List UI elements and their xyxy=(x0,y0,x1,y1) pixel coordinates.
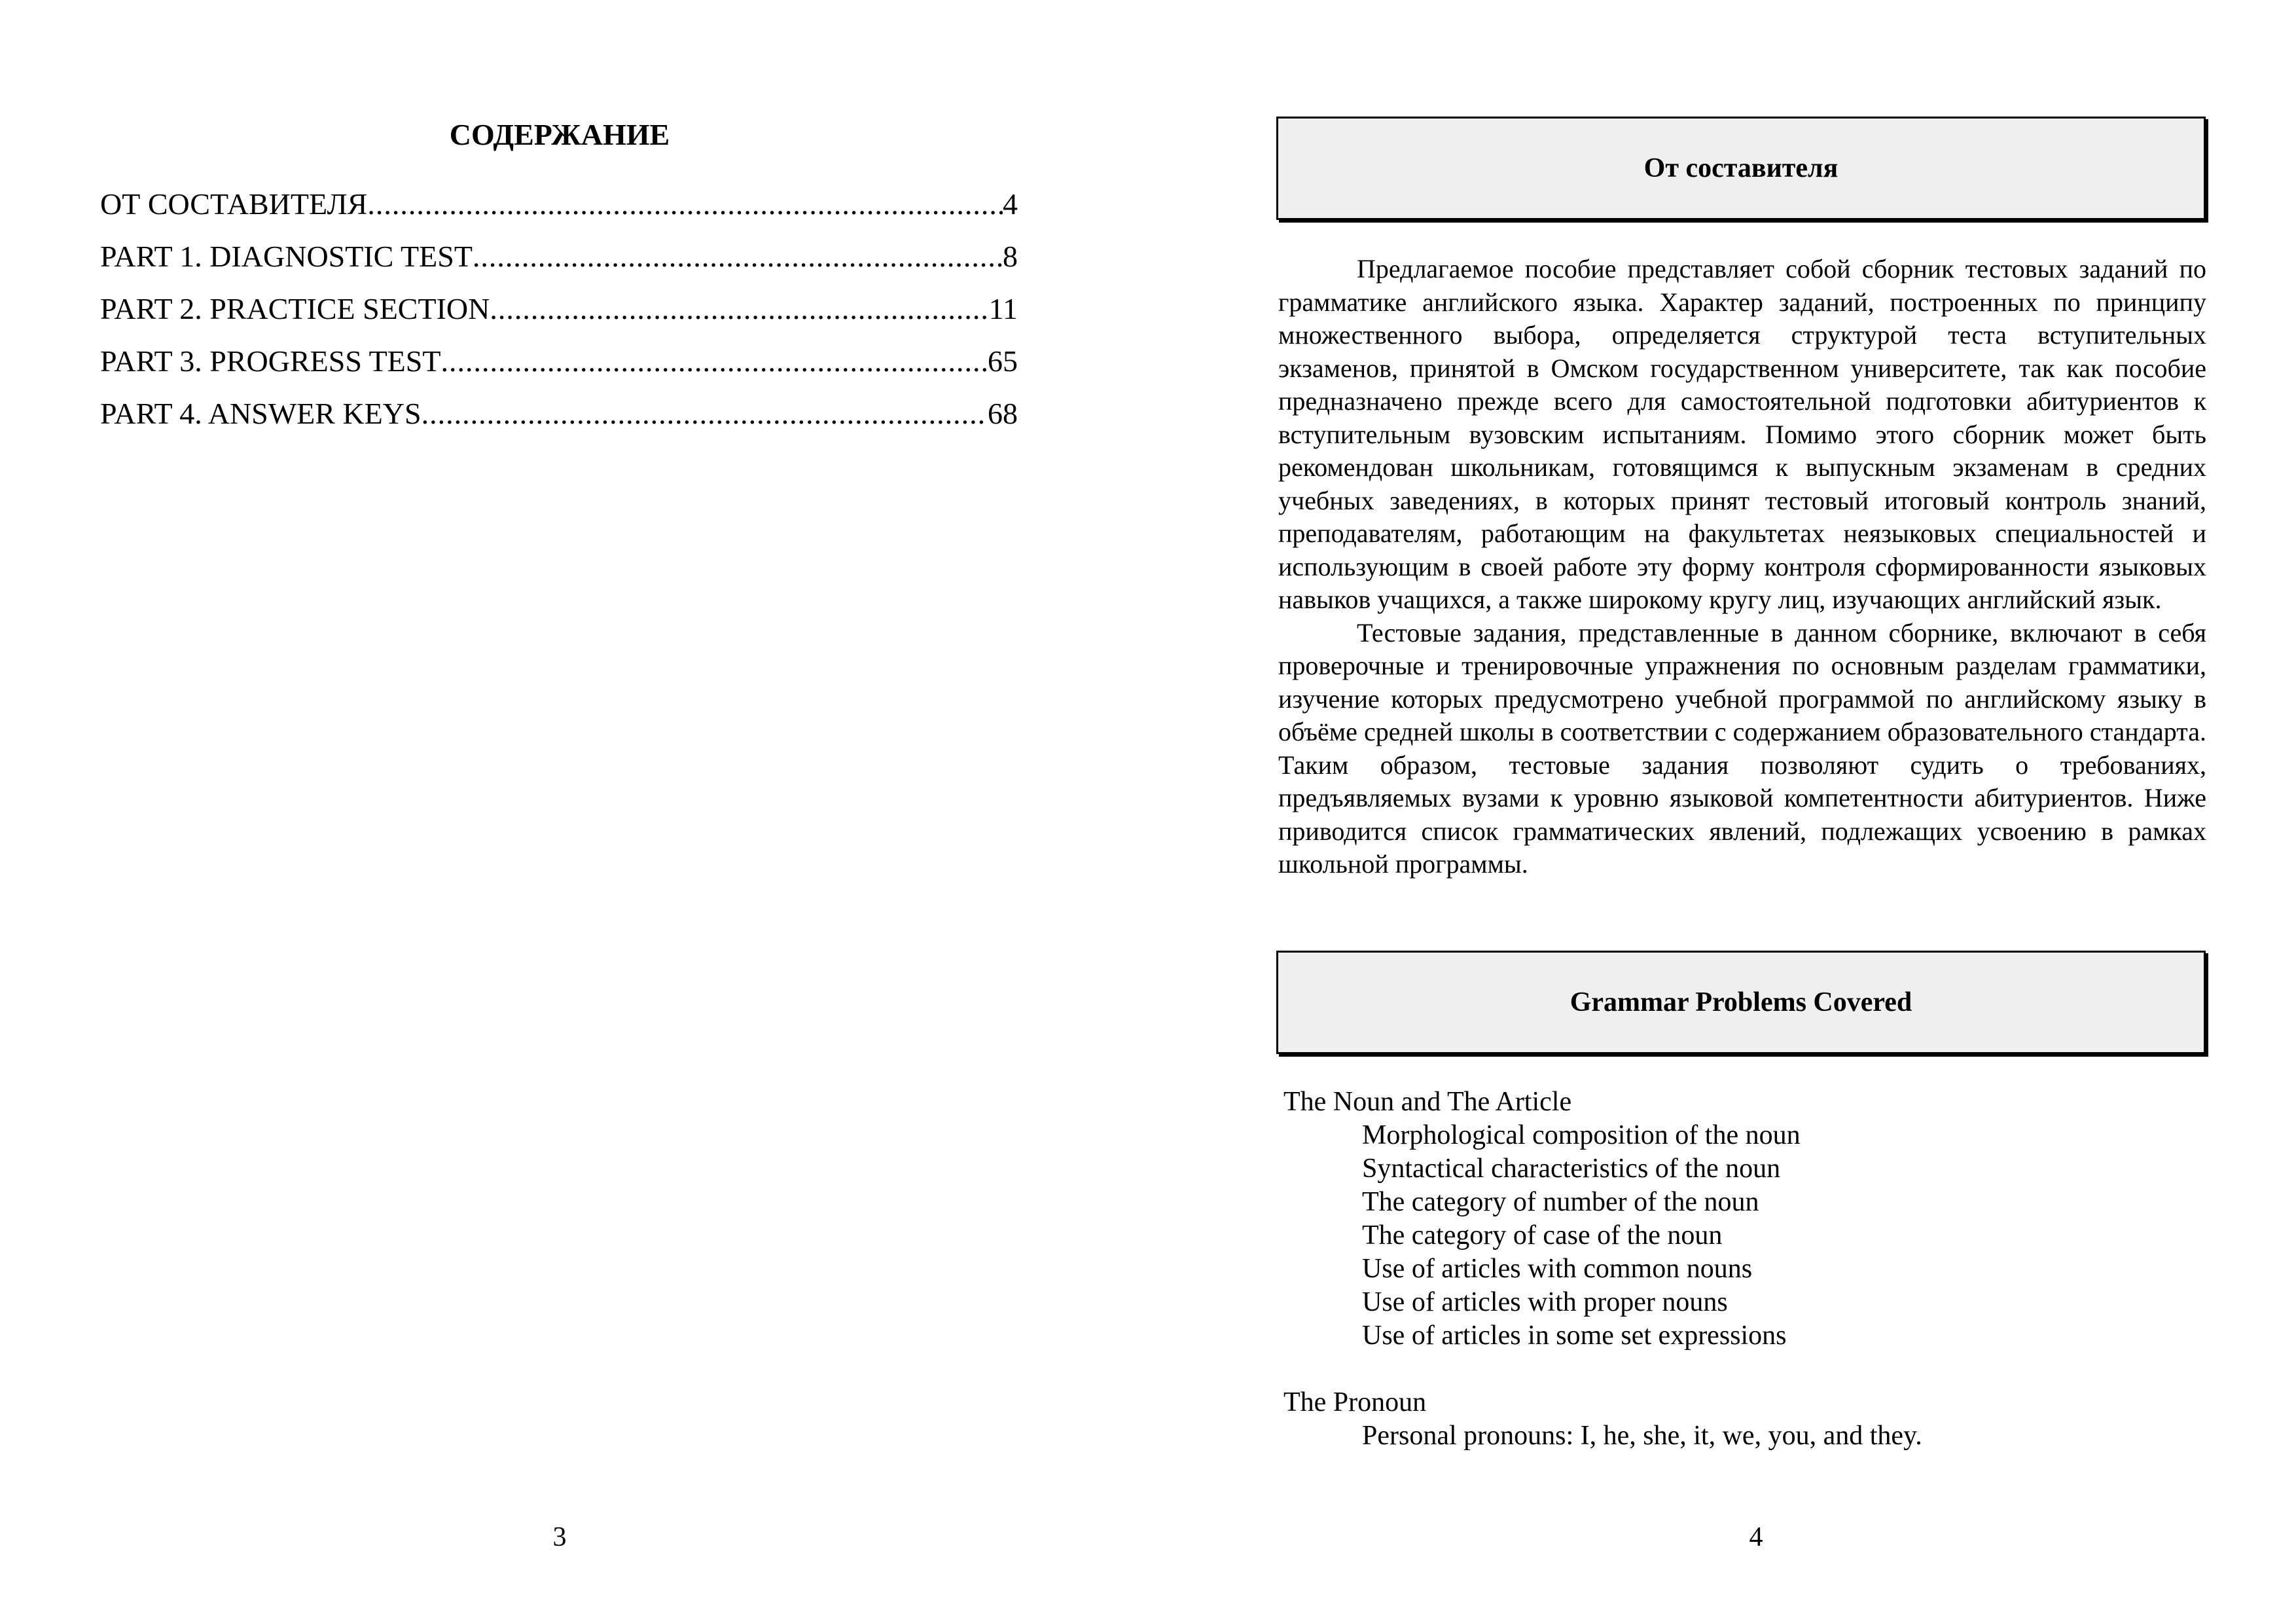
toc-item-part-4[interactable] xyxy=(100,388,1018,440)
toc-item-part-1[interactable] xyxy=(100,230,1018,283)
toc-dot-leader xyxy=(440,335,988,388)
page-number: 3 xyxy=(552,1522,567,1552)
toc-item-part-2[interactable] xyxy=(100,283,1018,335)
grammar-section-noun xyxy=(1283,1085,2200,1353)
grammar-topic: The category of number of the noun xyxy=(1362,1187,1759,1217)
toc-dot-leader xyxy=(367,178,1003,230)
toc-item-label: PART 2. PRACTICE SECTION xyxy=(100,292,490,325)
grammar-section-title: The Pronoun xyxy=(1283,1387,1427,1417)
toc-item-label: ОТ СОСТАВИТЕЛЯ xyxy=(100,187,368,221)
grammar-topics-list xyxy=(1283,1085,2200,1486)
grammar-topic: Use of articles in some set expressions xyxy=(1362,1321,1787,1351)
preface-paragraph: Тестовые задания, представленные в данном сборнике, включают в себя проверочные и тренировочные упражнения по основным разделам грамматики, изучение которых предусмотрено учебной программой по английскому языку в объёме средней школы в соответствии с содержанием образовательного стандарта. Таким образом, тестовые задания позволяют судить о требованиях, предъявляемых вузами к уровню языковой компетентности абитуриентов. Ниже приводится список грамматических явлений, подлежащих усвоению в рамках школьной программы. xyxy=(1278,617,2206,879)
grammar-topic: Use of articles with proper nouns xyxy=(1362,1287,1728,1317)
toc-dot-leader xyxy=(473,230,1003,283)
grammar-section-title: The Noun and The Article xyxy=(1283,1087,1572,1117)
grammar-problems-header: Grammar Problems Covered xyxy=(1276,951,2206,1054)
preface-paragraph: Предлагаемое пособие представляет собой сборник тестовых заданий по грамматике английского языка. Характер заданий, построенных по принципу множественного выбора, определяется структурой теста вступительных экзаменов, принятой в Омском государственном университете, так как пособие предназначено прежде всего для самостоятельной подготовки абитуриентов к вступительным вузовским испытаниям. Помимо этого сборник может быть рекомендован школьникам, готовящимся к выпускным экзаменам в средних учебных заведениях, в которых принят тестовый итоговый контроль знаний, преподавателям, работающим на факультетах неязыковых специальностей и использующим в своей работе эту форму контроля сформированности языковых навыков учащихся, а также широкому кругу лиц, изучающих английский язык. xyxy=(1278,254,2206,614)
toc-item-page: 68 xyxy=(988,397,1018,430)
preface-text xyxy=(1278,253,2206,881)
toc-item-label: PART 1. DIAGNOSTIC TEST xyxy=(100,240,473,273)
grammar-topic: Syntactical characteristics of the noun xyxy=(1362,1154,1781,1184)
grammar-section-pronoun xyxy=(1283,1386,2200,1453)
grammar-topic: Personal pronouns: I, he, she, it, we, you, and they. xyxy=(1362,1421,1922,1451)
toc-item-author[interactable] xyxy=(100,178,1018,230)
table-of-contents xyxy=(100,178,1018,440)
toc-item-page: 4 xyxy=(1003,187,1018,221)
grammar-topic: The category of case of the noun xyxy=(1362,1220,1723,1250)
toc-item-label: PART 3. PROGRESS TEST xyxy=(100,344,441,378)
toc-item-label: PART 4. ANSWER KEYS xyxy=(100,397,422,430)
toc-item-page: 8 xyxy=(1003,240,1018,273)
toc-dot-leader xyxy=(490,283,988,335)
grammar-topic: Morphological composition of the noun xyxy=(1362,1120,1801,1150)
author-note-header: От составителя xyxy=(1276,117,2206,220)
toc-item-page: 65 xyxy=(988,344,1018,378)
toc-title: СОДЕРЖАНИЕ xyxy=(449,118,670,151)
grammar-topic: Use of articles with common nouns xyxy=(1362,1254,1753,1284)
toc-item-page: 11 xyxy=(988,292,1018,325)
toc-dot-leader xyxy=(422,388,988,440)
page-number: 4 xyxy=(1749,1522,1763,1552)
right-page xyxy=(1148,0,2296,1623)
toc-item-part-3[interactable] xyxy=(100,335,1018,388)
